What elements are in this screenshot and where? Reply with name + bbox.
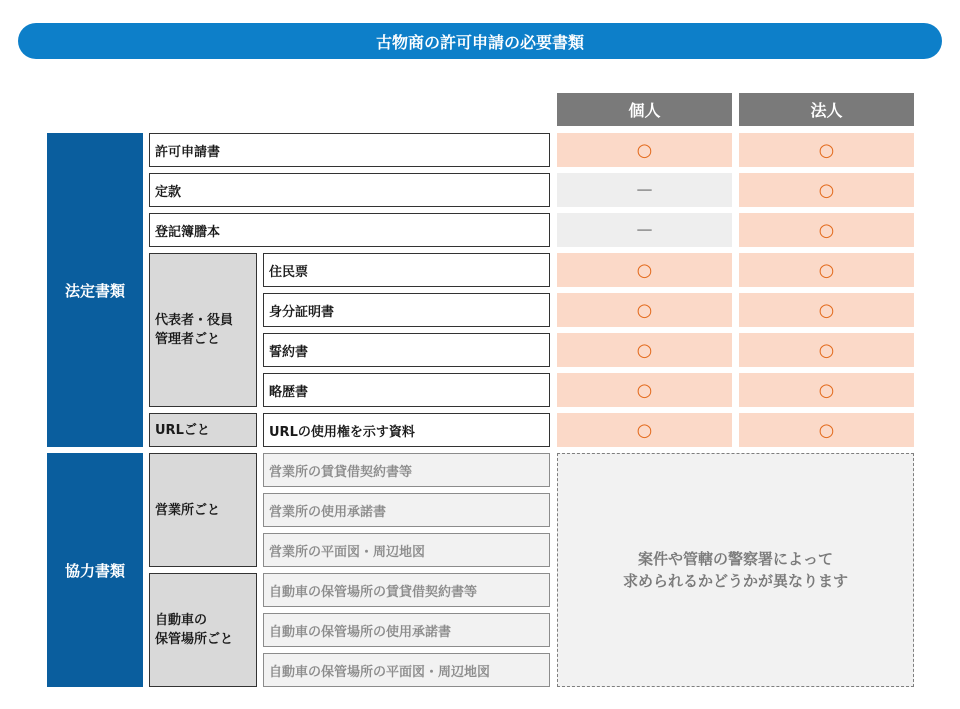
group-parking (149, 573, 257, 687)
mark-corporation-2: ○ (739, 173, 914, 207)
legal-item-6: 誓約書 (263, 333, 550, 367)
note-line-1: 案件や管轄の警察署によって (637, 550, 833, 568)
mark-corporation-6: ○ (739, 333, 914, 367)
group-representative (149, 253, 257, 407)
legal-item-7: 略歴書 (263, 373, 550, 407)
column-header-corporation: 法人 (739, 93, 914, 126)
group-representative-line-1: 代表者・役員 (155, 313, 234, 328)
category-cooperation-documents: 協力書類 (47, 453, 143, 687)
mark-individual-4: ○ (557, 253, 732, 287)
mark-individual-7: ○ (557, 373, 732, 407)
mark-individual-2: － (557, 173, 732, 207)
legal-item-4: 住民票 (263, 253, 550, 287)
cooperation-note (557, 453, 914, 687)
group-office: 営業所ごと (149, 453, 257, 567)
mark-corporation-5: ○ (739, 293, 914, 327)
legal-item-8: URLの使用権を示す資料 (263, 413, 550, 447)
legal-item-5: 身分証明書 (263, 293, 550, 327)
cooperation-item-1: 営業所の賃貸借契約書等 (263, 453, 550, 487)
group-parking-line-1: 自動車の (155, 613, 208, 628)
mark-corporation-3: ○ (739, 213, 914, 247)
note-line-2: 求められるかどうかが異なります (622, 572, 848, 590)
mark-individual-1: ○ (557, 133, 732, 167)
category-legal-documents: 法定書類 (47, 133, 143, 447)
mark-corporation-1: ○ (739, 133, 914, 167)
legal-item-3: 登記簿謄本 (149, 213, 550, 247)
legal-item-1: 許可申請書 (149, 133, 550, 167)
cooperation-item-3: 営業所の平面図・周辺地図 (263, 533, 550, 567)
page-title: 古物商の許可申請の必要書類 (18, 23, 942, 59)
mark-individual-6: ○ (557, 333, 732, 367)
mark-individual-3: － (557, 213, 732, 247)
column-header-individual: 個人 (557, 93, 732, 126)
group-representative-line-2: 管理者ごと (155, 332, 221, 347)
cooperation-item-5: 自動車の保管場所の使用承諾書 (263, 613, 550, 647)
mark-corporation-8: ○ (739, 413, 914, 447)
group-parking-line-2: 保管場所ごと (155, 632, 234, 647)
legal-item-2: 定款 (149, 173, 550, 207)
cooperation-item-4: 自動車の保管場所の賃貸借契約書等 (263, 573, 550, 607)
mark-corporation-7: ○ (739, 373, 914, 407)
mark-corporation-4: ○ (739, 253, 914, 287)
mark-individual-5: ○ (557, 293, 732, 327)
cooperation-item-2: 営業所の使用承諾書 (263, 493, 550, 527)
group-url: URLごと (149, 413, 257, 447)
cooperation-item-6: 自動車の保管場所の平面図・周辺地図 (263, 653, 550, 687)
mark-individual-8: ○ (557, 413, 732, 447)
